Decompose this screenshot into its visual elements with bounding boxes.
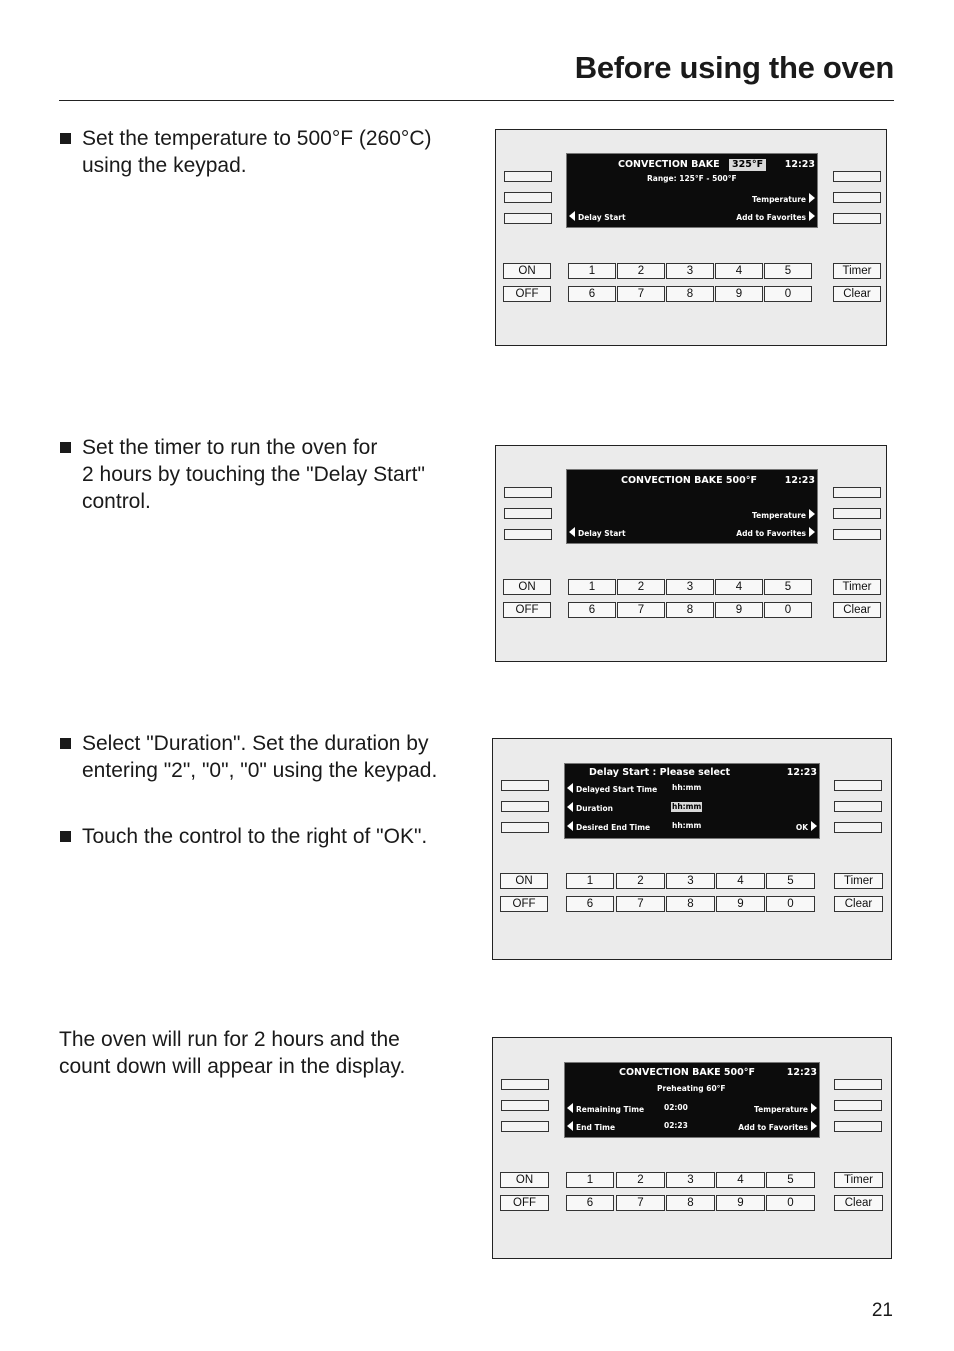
oven-display [564, 1062, 820, 1138]
display-mode: CONVECTION BAKE [618, 159, 720, 170]
display-delay-start-option: Delay Start [569, 527, 626, 539]
keypad-key-1[interactable]: 1 [568, 263, 616, 279]
on-button[interactable]: ON [503, 579, 551, 595]
off-button[interactable]: OFF [500, 896, 548, 912]
keypad-key-1[interactable]: 1 [566, 1172, 614, 1188]
instruction-line: Touch the control to the right of "OK". [82, 825, 428, 848]
step1-instruction [59, 125, 469, 179]
timer-button[interactable]: Timer [834, 873, 883, 889]
sensor-button-right-3[interactable] [833, 529, 881, 540]
sensor-button-right-3[interactable] [834, 822, 882, 833]
oven-display [566, 153, 818, 228]
display-temperature-option: Temperature [752, 509, 815, 521]
sensor-button-right-2[interactable] [833, 192, 881, 203]
sensor-button-left-2[interactable] [501, 1100, 549, 1111]
timer-button[interactable]: Timer [834, 1172, 883, 1188]
keypad-key-0[interactable]: 0 [766, 896, 815, 912]
display-temperature-option: Temperature [752, 193, 815, 205]
display-delayed-start-value: hh:mm [672, 783, 702, 792]
keypad-key-3[interactable]: 3 [666, 1172, 715, 1188]
keypad-key-4[interactable]: 4 [716, 1172, 765, 1188]
keypad-key-8[interactable]: 8 [666, 896, 715, 912]
sensor-button-right-3[interactable] [833, 213, 881, 224]
keypad-key-9[interactable]: 9 [715, 602, 763, 618]
off-button[interactable]: OFF [503, 602, 551, 618]
sensor-button-right-2[interactable] [834, 801, 882, 812]
sensor-button-left-2[interactable] [501, 801, 549, 812]
display-duration-value: hh:mm [672, 802, 702, 811]
keypad-key-6[interactable]: 6 [568, 286, 616, 302]
oven-control-panel-3 [492, 738, 892, 960]
keypad-key-4[interactable]: 4 [715, 579, 763, 595]
on-button[interactable]: ON [503, 263, 551, 279]
sensor-button-left-3[interactable] [501, 822, 549, 833]
keypad-key-1[interactable]: 1 [568, 579, 616, 595]
bullet-item [59, 823, 469, 850]
keypad-key-0[interactable]: 0 [764, 602, 812, 618]
display-preheating: Preheating 60°F [657, 1084, 726, 1093]
timer-button[interactable]: Timer [833, 579, 881, 595]
instruction-line: entering "2", "0", "0" using the keypad. [82, 759, 438, 782]
display-desired-end-time-option: Desired End Time [567, 821, 650, 833]
keypad-key-5[interactable]: 5 [766, 1172, 815, 1188]
bullet-item [59, 434, 469, 515]
display-range: Range: 125°F - 500°F [647, 174, 737, 183]
display-temperature-value: 325°F [729, 159, 766, 171]
display-mode-temperature: CONVECTION BAKE 500°F [621, 475, 757, 486]
keypad-key-2[interactable]: 2 [617, 263, 665, 279]
sensor-button-left-2[interactable] [504, 508, 552, 519]
keypad-key-4[interactable]: 4 [715, 263, 763, 279]
oven-control-panel-2 [495, 445, 887, 662]
sensor-button-right-3[interactable] [834, 1121, 882, 1132]
off-button[interactable]: OFF [500, 1195, 549, 1211]
display-ok-option: OK [796, 821, 817, 833]
sensor-button-left-1[interactable] [504, 171, 552, 182]
display-clock: 12:23 [786, 767, 817, 778]
keypad-key-6[interactable]: 6 [566, 1195, 614, 1211]
oven-control-panel-4 [492, 1037, 892, 1259]
bullet-item [59, 730, 469, 784]
sensor-button-left-1[interactable] [501, 1079, 549, 1090]
keypad-key-7[interactable]: 7 [616, 1195, 665, 1211]
sensor-button-right-2[interactable] [834, 1100, 882, 1111]
step4-text [59, 1026, 479, 1080]
display-add-favorites-option: Add to Favorites [736, 527, 815, 539]
display-add-favorites-option: Add to Favorites [738, 1121, 817, 1133]
title-rule [59, 100, 894, 101]
display-remaining-value: 02:00 [664, 1103, 688, 1112]
display-clock: 12:23 [786, 1067, 817, 1078]
keypad-key-5[interactable]: 5 [766, 873, 815, 889]
keypad-key-8[interactable]: 8 [666, 602, 714, 618]
page-title: Before using the oven [574, 50, 894, 85]
keypad-key-2[interactable]: 2 [616, 873, 665, 889]
sensor-button-right-1[interactable] [833, 487, 881, 498]
text-line: count down will appear in the display. [59, 1055, 406, 1078]
keypad-key-0[interactable]: 0 [766, 1195, 815, 1211]
display-delay-start-option: Delay Start [569, 211, 626, 223]
keypad-key-7[interactable]: 7 [617, 286, 665, 302]
keypad-key-9[interactable]: 9 [715, 286, 763, 302]
keypad-key-8[interactable]: 8 [666, 286, 714, 302]
clear-button[interactable]: Clear [833, 286, 881, 302]
keypad-key-3[interactable]: 3 [666, 873, 715, 889]
page-number: 21 [871, 1300, 893, 1321]
step3-instruction [59, 730, 469, 850]
oven-control-panel-1 [495, 129, 887, 346]
instruction-line: Set the timer to run the oven for [82, 436, 378, 459]
display-desired-end-value: hh:mm [672, 821, 702, 830]
step2-instruction [59, 434, 469, 515]
sensor-button-left-1[interactable] [501, 780, 549, 791]
display-add-favorites-option: Add to Favorites [736, 211, 815, 223]
off-button[interactable]: OFF [503, 286, 551, 302]
keypad-key-6[interactable]: 6 [568, 602, 616, 618]
sensor-button-right-1[interactable] [833, 171, 881, 182]
keypad-key-4[interactable]: 4 [716, 873, 765, 889]
sensor-button-left-3[interactable] [504, 529, 552, 540]
display-end-time-option: End Time [567, 1121, 615, 1133]
keypad-key-2[interactable]: 2 [617, 579, 665, 595]
keypad-key-3[interactable]: 3 [666, 579, 714, 595]
bullet-item [59, 125, 469, 179]
display-clock: 12:23 [784, 475, 815, 486]
display-duration-option: Duration [567, 802, 613, 814]
keypad-key-1[interactable]: 1 [566, 873, 614, 889]
display-heading: Delay Start : Please select [589, 767, 731, 778]
sensor-button-left-2[interactable] [504, 192, 552, 203]
sensor-button-right-1[interactable] [834, 780, 882, 791]
instruction-line: control. [82, 490, 151, 513]
keypad-key-6[interactable]: 6 [566, 896, 614, 912]
clear-button[interactable]: Clear [833, 602, 881, 618]
keypad-key-9[interactable]: 9 [716, 896, 765, 912]
sensor-button-right-2[interactable] [833, 508, 881, 519]
display-temperature-option: Temperature [754, 1103, 817, 1115]
sensor-button-left-1[interactable] [504, 487, 552, 498]
sensor-button-left-3[interactable] [504, 213, 552, 224]
instruction-line: Select "Duration". Set the duration by [82, 732, 429, 755]
keypad-key-8[interactable]: 8 [666, 1195, 715, 1211]
keypad-key-7[interactable]: 7 [617, 602, 665, 618]
display-remaining-time-option: Remaining Time [567, 1103, 644, 1115]
oven-display [566, 469, 818, 544]
timer-button[interactable]: Timer [833, 263, 881, 279]
oven-display [564, 763, 820, 839]
keypad-key-2[interactable]: 2 [616, 1172, 665, 1188]
keypad-key-0[interactable]: 0 [764, 286, 812, 302]
display-delayed-start-time-option: Delayed Start Time [567, 783, 657, 795]
instruction-line: using the keypad. [82, 154, 247, 177]
instruction-line: 2 hours by touching the "Delay Start" [82, 463, 425, 486]
text-line: The oven will run for 2 hours and the [59, 1028, 400, 1051]
keypad-key-7[interactable]: 7 [616, 896, 665, 912]
clear-button[interactable]: Clear [834, 896, 883, 912]
keypad-key-5[interactable]: 5 [764, 263, 812, 279]
keypad-key-9[interactable]: 9 [716, 1195, 765, 1211]
instruction-line: Set the temperature to 500°F (260°C) [82, 127, 432, 150]
on-button[interactable]: ON [500, 1172, 549, 1188]
sensor-button-right-1[interactable] [834, 1079, 882, 1090]
on-button[interactable]: ON [500, 873, 548, 889]
sensor-button-left-3[interactable] [501, 1121, 549, 1132]
keypad-key-5[interactable]: 5 [764, 579, 812, 595]
display-clock: 12:23 [784, 159, 815, 170]
clear-button[interactable]: Clear [834, 1195, 883, 1211]
keypad-key-3[interactable]: 3 [666, 263, 714, 279]
display-end-value: 02:23 [664, 1121, 688, 1130]
display-mode-temperature: CONVECTION BAKE 500°F [619, 1067, 755, 1078]
